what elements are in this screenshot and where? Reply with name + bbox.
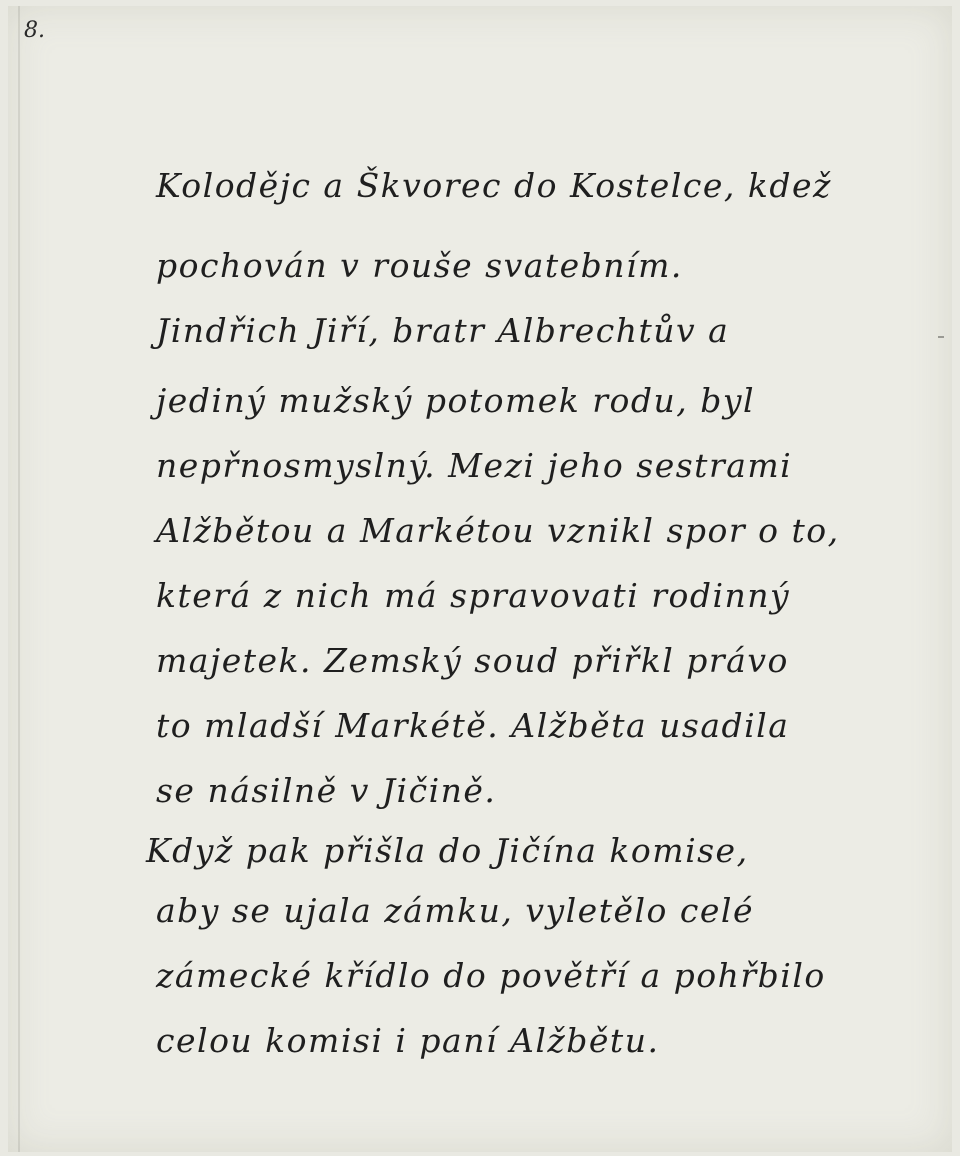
text-line: pochován v rouše svatebním. (156, 246, 683, 285)
text-line: Když pak přišla do Jičína komise, (146, 831, 749, 870)
text-line: celou komisi i paní Alžbětu. (156, 1021, 660, 1060)
text-line: Jindřich Jiří, bratr Albrechtův a (156, 311, 730, 350)
text-line: jediný mužský potomek rodu, byl (156, 381, 756, 420)
page-number: 8. (24, 18, 45, 43)
page-fold-shadow (18, 6, 20, 1152)
text-line: nepřnosmyslný. Mezi jeho sestrami (156, 446, 793, 485)
text-line: majetek. Zemský soud přiřkl právo (156, 641, 789, 680)
text-line: zámecké křídlo do povětří a pohřbilo (156, 956, 826, 995)
text-line: která z nich má spravovati rodinný (156, 576, 791, 615)
text-line: se násilně v Jičině. (156, 771, 497, 810)
margin-mark (938, 336, 944, 338)
text-line: Kolodějc a Škvorec do Kostelce, kdež (156, 166, 832, 205)
text-line: to mladší Markétě. Alžběta usadila (156, 706, 790, 745)
manuscript-page (8, 6, 952, 1152)
text-line: aby se ujala zámku, vyletělo celé (156, 891, 755, 930)
text-line: Alžbětou a Markétou vznikl spor o to, (156, 511, 840, 550)
